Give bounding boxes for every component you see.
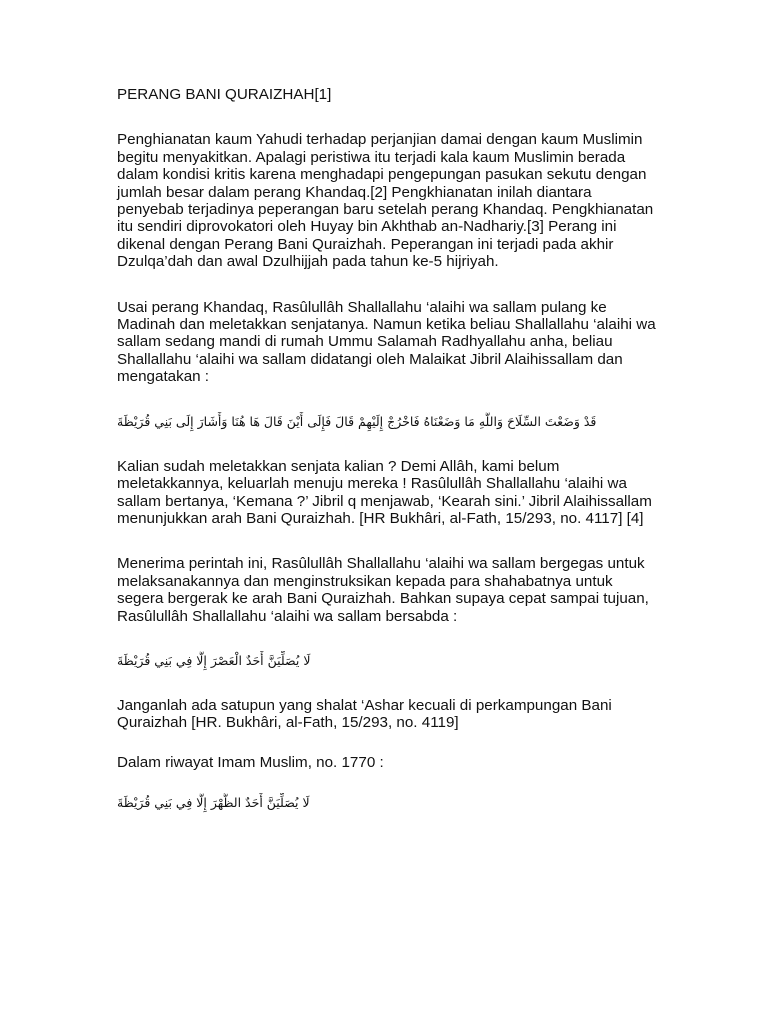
document-title: PERANG BANI QURAIZHAH[1]	[117, 86, 332, 103]
paragraph-muslim-narration: Dalam riwayat Imam Muslim, no. 1770 :	[117, 753, 384, 771]
paragraph-jibril-translation: Kalian sudah meletakkan senjata kalian ? Demi Allâh, kami belum meletakkannya, keluarlah menuju mereka ! Rasûlullâh Shallallahu ‘alaihi wa sallam bertanya, ‘Kemana ?’ Jibril q menjawab, ‘Kearah sini.’ Jibril Alaihissallam menunjukkan arah Bani Quraizhah. [HR Bukhâri, al-Fath, 15/293, no. 4117] [4]	[117, 457, 652, 527]
document-body	[117, 86, 657, 839]
arabic-hadith-ashar: لَا يُصَلِّيَنَّ أَحَدٌ الْعَصْرَ إِلَّا فِي بَنِي قُرَيْظَةَ	[117, 652, 311, 668]
paragraph-return-madinah: Usai perang Khandaq, Rasûlullâh Shallallahu ‘alaihi wa sallam pulang ke Madinah dan meletakkan senjatanya. Namun ketika beliau Shallallahu ‘alaihi wa sallam sedang mandi di rumah Ummu Salamah Radhyallahu anha, beliau Shallallahu ‘alaihi wa sallam didatangi oleh Malaikat Jibril Alaihissallam dan mengatakan :	[117, 298, 656, 386]
paragraph-intro: Penghianatan kaum Yahudi terhadap perjanjian damai dengan kaum Muslimin begitu menyakitkan. Apalagi peristiwa itu terjadi kala kaum Muslimin berada dalam kondisi kritis karena menghadapi pengepungan pasukan sekutu dengan jumlah besar dalam perang Khandaq.[2] Pengkhianatan inilah diantara penyebab terjadinya peperangan baru setelah perang Khandaq. Pengkhianatan itu sendiri diprovokatori oleh Huyay bin Akhthab an-Nadhariy.[3] Perang ini dikenal dengan Perang Bani Quraizhah. Peperangan ini terjadi pada akhir Dzulqa’dah dan awal Dzulhijjah pada tahun ke-5 hijriyah.	[117, 131, 654, 271]
paragraph-instruction: Menerima perintah ini, Rasûlullâh Shallallahu ‘alaihi wa sallam bergegas untuk melaksanakannya dan menginstruksikan kepada para shahabatnya untuk segera bergerak ke arah Bani Quraizhah. Bahkan supaya cepat sampai tujuan, Rasûlullâh Shallallahu ‘alaihi wa sallam bersabda :	[117, 555, 649, 625]
arabic-quote-jibril: قَدْ وَضَعْتَ السِّلَاحَ وَاللَّهِ مَا وَضَعْنَاهُ فَاخْرُجْ إِلَيْهِمْ قَالَ فَإِلَى أَيْنَ قَالَ هَا هُنَا وَأَشَارَ إِلَى بَنِي قُرَيْظَةَ	[117, 413, 597, 429]
paragraph-ashar-translation: Janganlah ada satupun yang shalat ‘Ashar kecuali di perkampungan Bani Quraizhah [HR. Bukhâri, al-Fath, 15/293, no. 4119]	[117, 696, 612, 732]
arabic-hadith-zhuhur: لَا يُصَلِّيَنَّ أَحَدٌ الظُّهْرَ إِلَّا فِي بَنِي قُرَيْظَةَ	[117, 795, 310, 811]
